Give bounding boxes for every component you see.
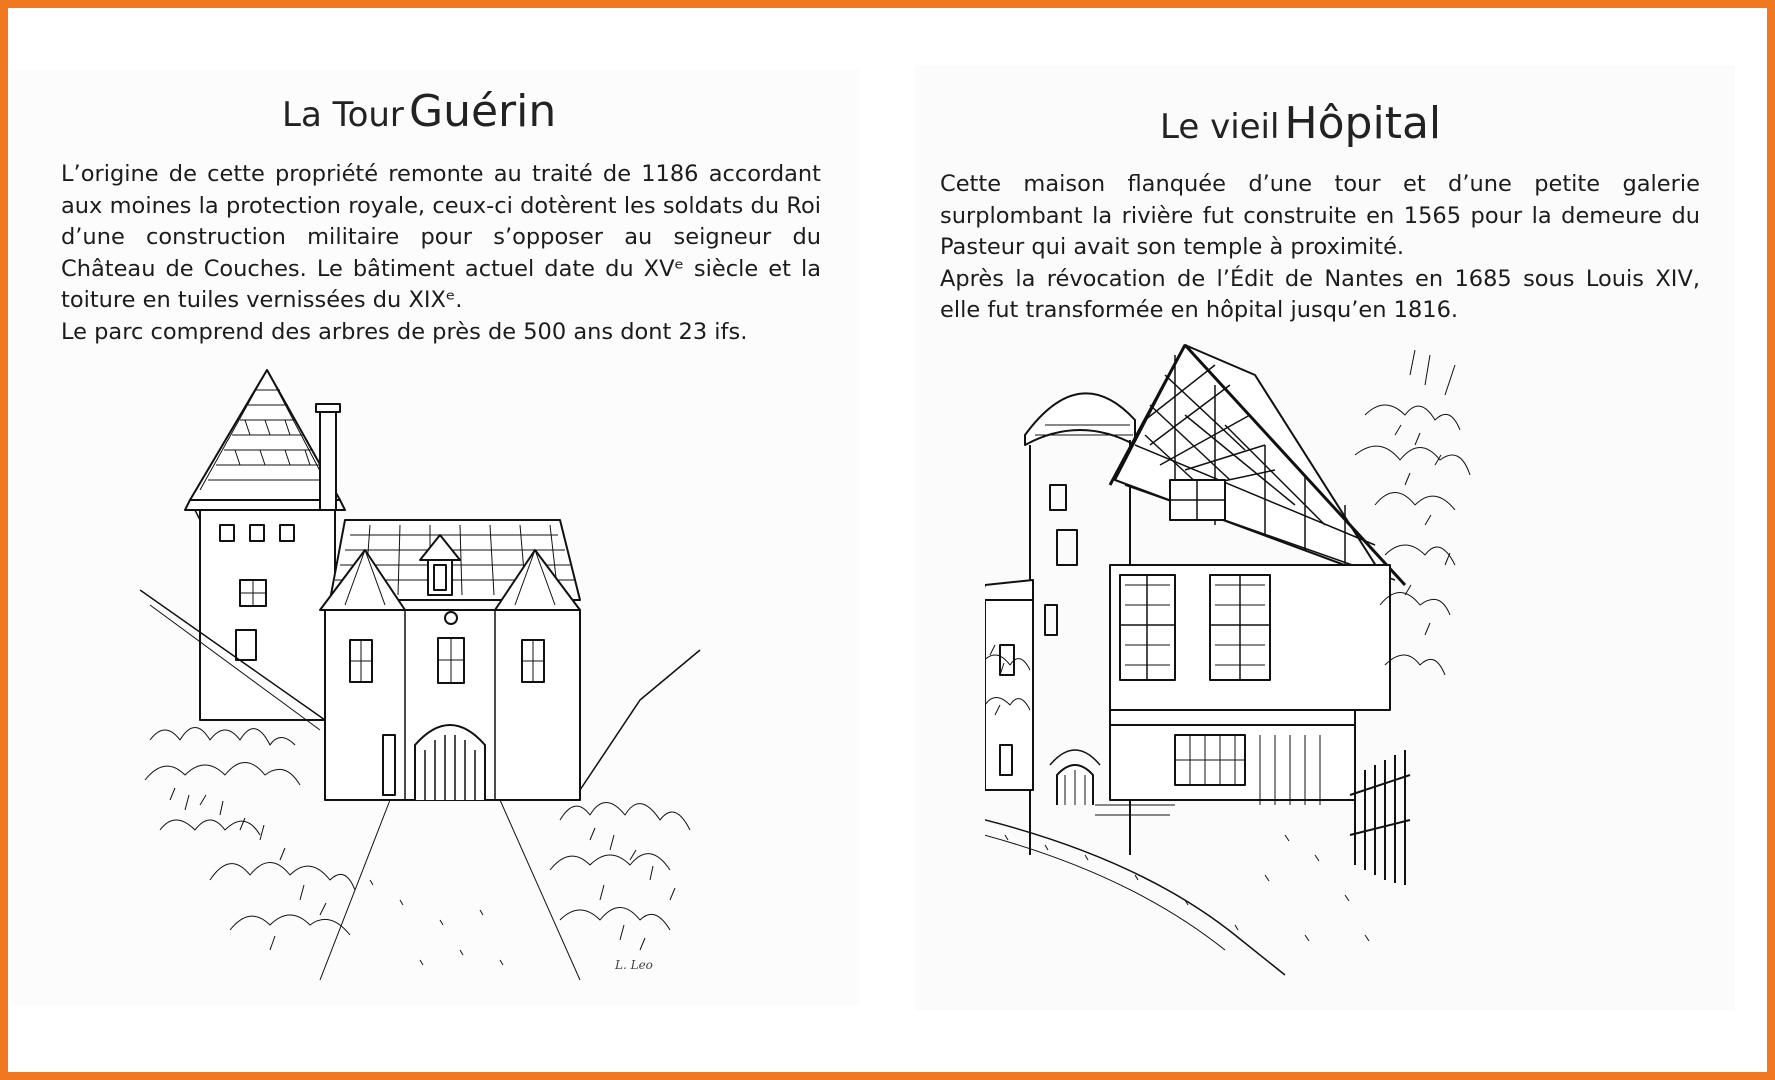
vieil-hopital-illustration — [985, 335, 1660, 1015]
artist-signature: L. Leo — [615, 958, 653, 972]
left-title — [282, 86, 556, 137]
left-paragraph-2: Le parc comprend des arbres de près de 500 ans dont 23 ifs. — [61, 318, 748, 345]
left-paragraph-1: L’origine de cette propriété remonte au traité de 1186 accordant aux moines la protection royale, ceux-ci dotèrent les soldats du Roi d’une construction militaire pour s’opposer au seigneur du Château de Couches. Le bâtiment actuel date du XVᵉ siècle et la toiture en tuiles vernissées du XIXᵉ. — [61, 161, 821, 313]
right-paragraph-2: Après la révocation de l’Édit de Nantes en 1685 sous Louis XIV, elle fut transformée en hôpital jusqu’en 1816. — [940, 265, 1700, 323]
right-paragraph-1: Cette maison flanquée d’une tour et d’une petite galerie surplombant la rivière fut construite en 1565 pour la demeure du Pasteur qui avait son temple à proximité. — [940, 171, 1700, 260]
right-title-small: Le vieil — [1160, 107, 1280, 147]
right-title — [1160, 98, 1441, 149]
left-title-big: Guérin — [409, 86, 557, 137]
left-title-small: La Tour — [282, 95, 404, 135]
right-title-big: Hôpital — [1284, 98, 1442, 149]
right-description — [940, 169, 1700, 327]
tour-guerin-illustration — [140, 360, 750, 980]
left-description — [61, 159, 821, 348]
